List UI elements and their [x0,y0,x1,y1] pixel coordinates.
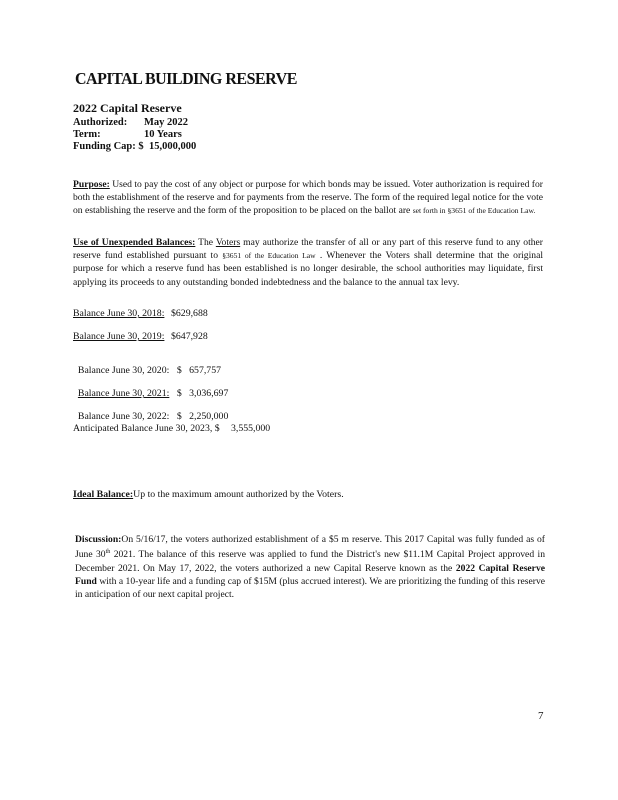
discussion-paragraph [75,533,545,601]
ideal-text: Up to the maximum amount authorized by the Voters. [133,489,344,500]
balance-row [73,377,228,399]
purpose-text: Used to pay the cost of any object or purpose for which bonds may be issued. Voter authorization is required for both the establishment of the reserve and for payments from the reserve. The form of the required legal notice for the vote on establishing the reserve and the form of the proposition to be placed on the ballot are [73,179,543,217]
meta-authorized [73,117,188,128]
anticipated-balance-row [73,423,270,434]
balance-value: $ 3,036,697 [176,388,229,399]
balance-value: $647,928 [171,331,208,342]
meta-value: 15,000,000 [149,141,197,152]
meta-term [73,129,182,140]
unexpended-text: may authorize the transfer of all or any part of this reserve fund to any other reserve fund established pursuant to [73,237,543,262]
ideal-balance [73,489,344,500]
unexpended-small-text: §3651 of the Education Law [222,251,316,261]
balance-label: Balance June 30, 2020: [77,365,170,376]
meta-value: 10 Years [144,129,182,140]
balance-value: $ 657,757 [176,365,221,376]
voters-link-text: Voters [215,237,241,248]
balance-row [73,354,221,376]
unexpended-text: The [198,237,214,248]
balance-value: $629,688 [171,308,208,319]
meta-label: Authorized: [73,117,128,128]
meta-label: Funding Cap: $ [73,141,144,152]
balance-row [73,308,208,319]
page-number: 7 [538,710,544,722]
unexpended-label: Use of Unexpended Balances: [73,237,196,248]
balance-value: $ 2,250,000 [176,411,229,422]
balance-row [73,331,208,342]
purpose-label: Purpose: [73,179,110,190]
discussion-label: Discussion: [75,534,122,545]
balance-label: Balance June 30, 2022: [77,411,170,422]
balance-label: Anticipated Balance June 30, 2023, $ [73,423,220,434]
discussion-text: 2021. The balance of this reserve was applied to fund the District's new $11.1M Capital Project approved in December 2021. On May 17, 2022, the voters authorized a new Capital Reserve known as the [75,549,545,574]
balance-label: Balance June 30, 2019: [73,331,165,342]
meta-funding-cap [73,141,196,152]
balance-value: 3,555,000 [231,423,271,434]
balance-label: Balance June 30, 2021: [77,388,170,399]
purpose-paragraph [73,178,543,218]
discussion-text: On 5/16/17, the voters authorized establishment of a $5 m reserve. This 2017 Capital was fully funded as of June 30 [75,534,545,561]
balance-label: Balance June 30, 2018: [73,308,165,319]
page-title: CAPITAL BUILDING RESERVE [75,70,297,89]
reserve-subtitle: 2022 Capital Reserve [73,101,182,115]
purpose-small-text: set forth in §3651 of the Education Law. [412,206,536,216]
unexpended-paragraph [73,236,543,289]
unexpended-text: . Whenever the Voters shall determine that the original purpose for which a reserve fund has been established is no longer desirable, the school authorities may liquidate, first applying its proceeds to any outstanding bonded indebtedness and the balance to the annual tax levy. [73,250,543,288]
meta-label: Term: [73,129,101,140]
discussion-text: with a 10-year life and a funding cap of $15M (plus accrued interest). We are prioritizing the funding of this reserve in anticipation of our next capital project. [75,575,545,600]
balance-row [73,400,228,422]
ordinal-suffix: th [105,549,111,556]
meta-value: May 2022 [144,117,189,128]
ideal-label: Ideal Balance: [73,489,134,500]
fund-name: 2022 Capital Reserve Fund [75,562,545,587]
